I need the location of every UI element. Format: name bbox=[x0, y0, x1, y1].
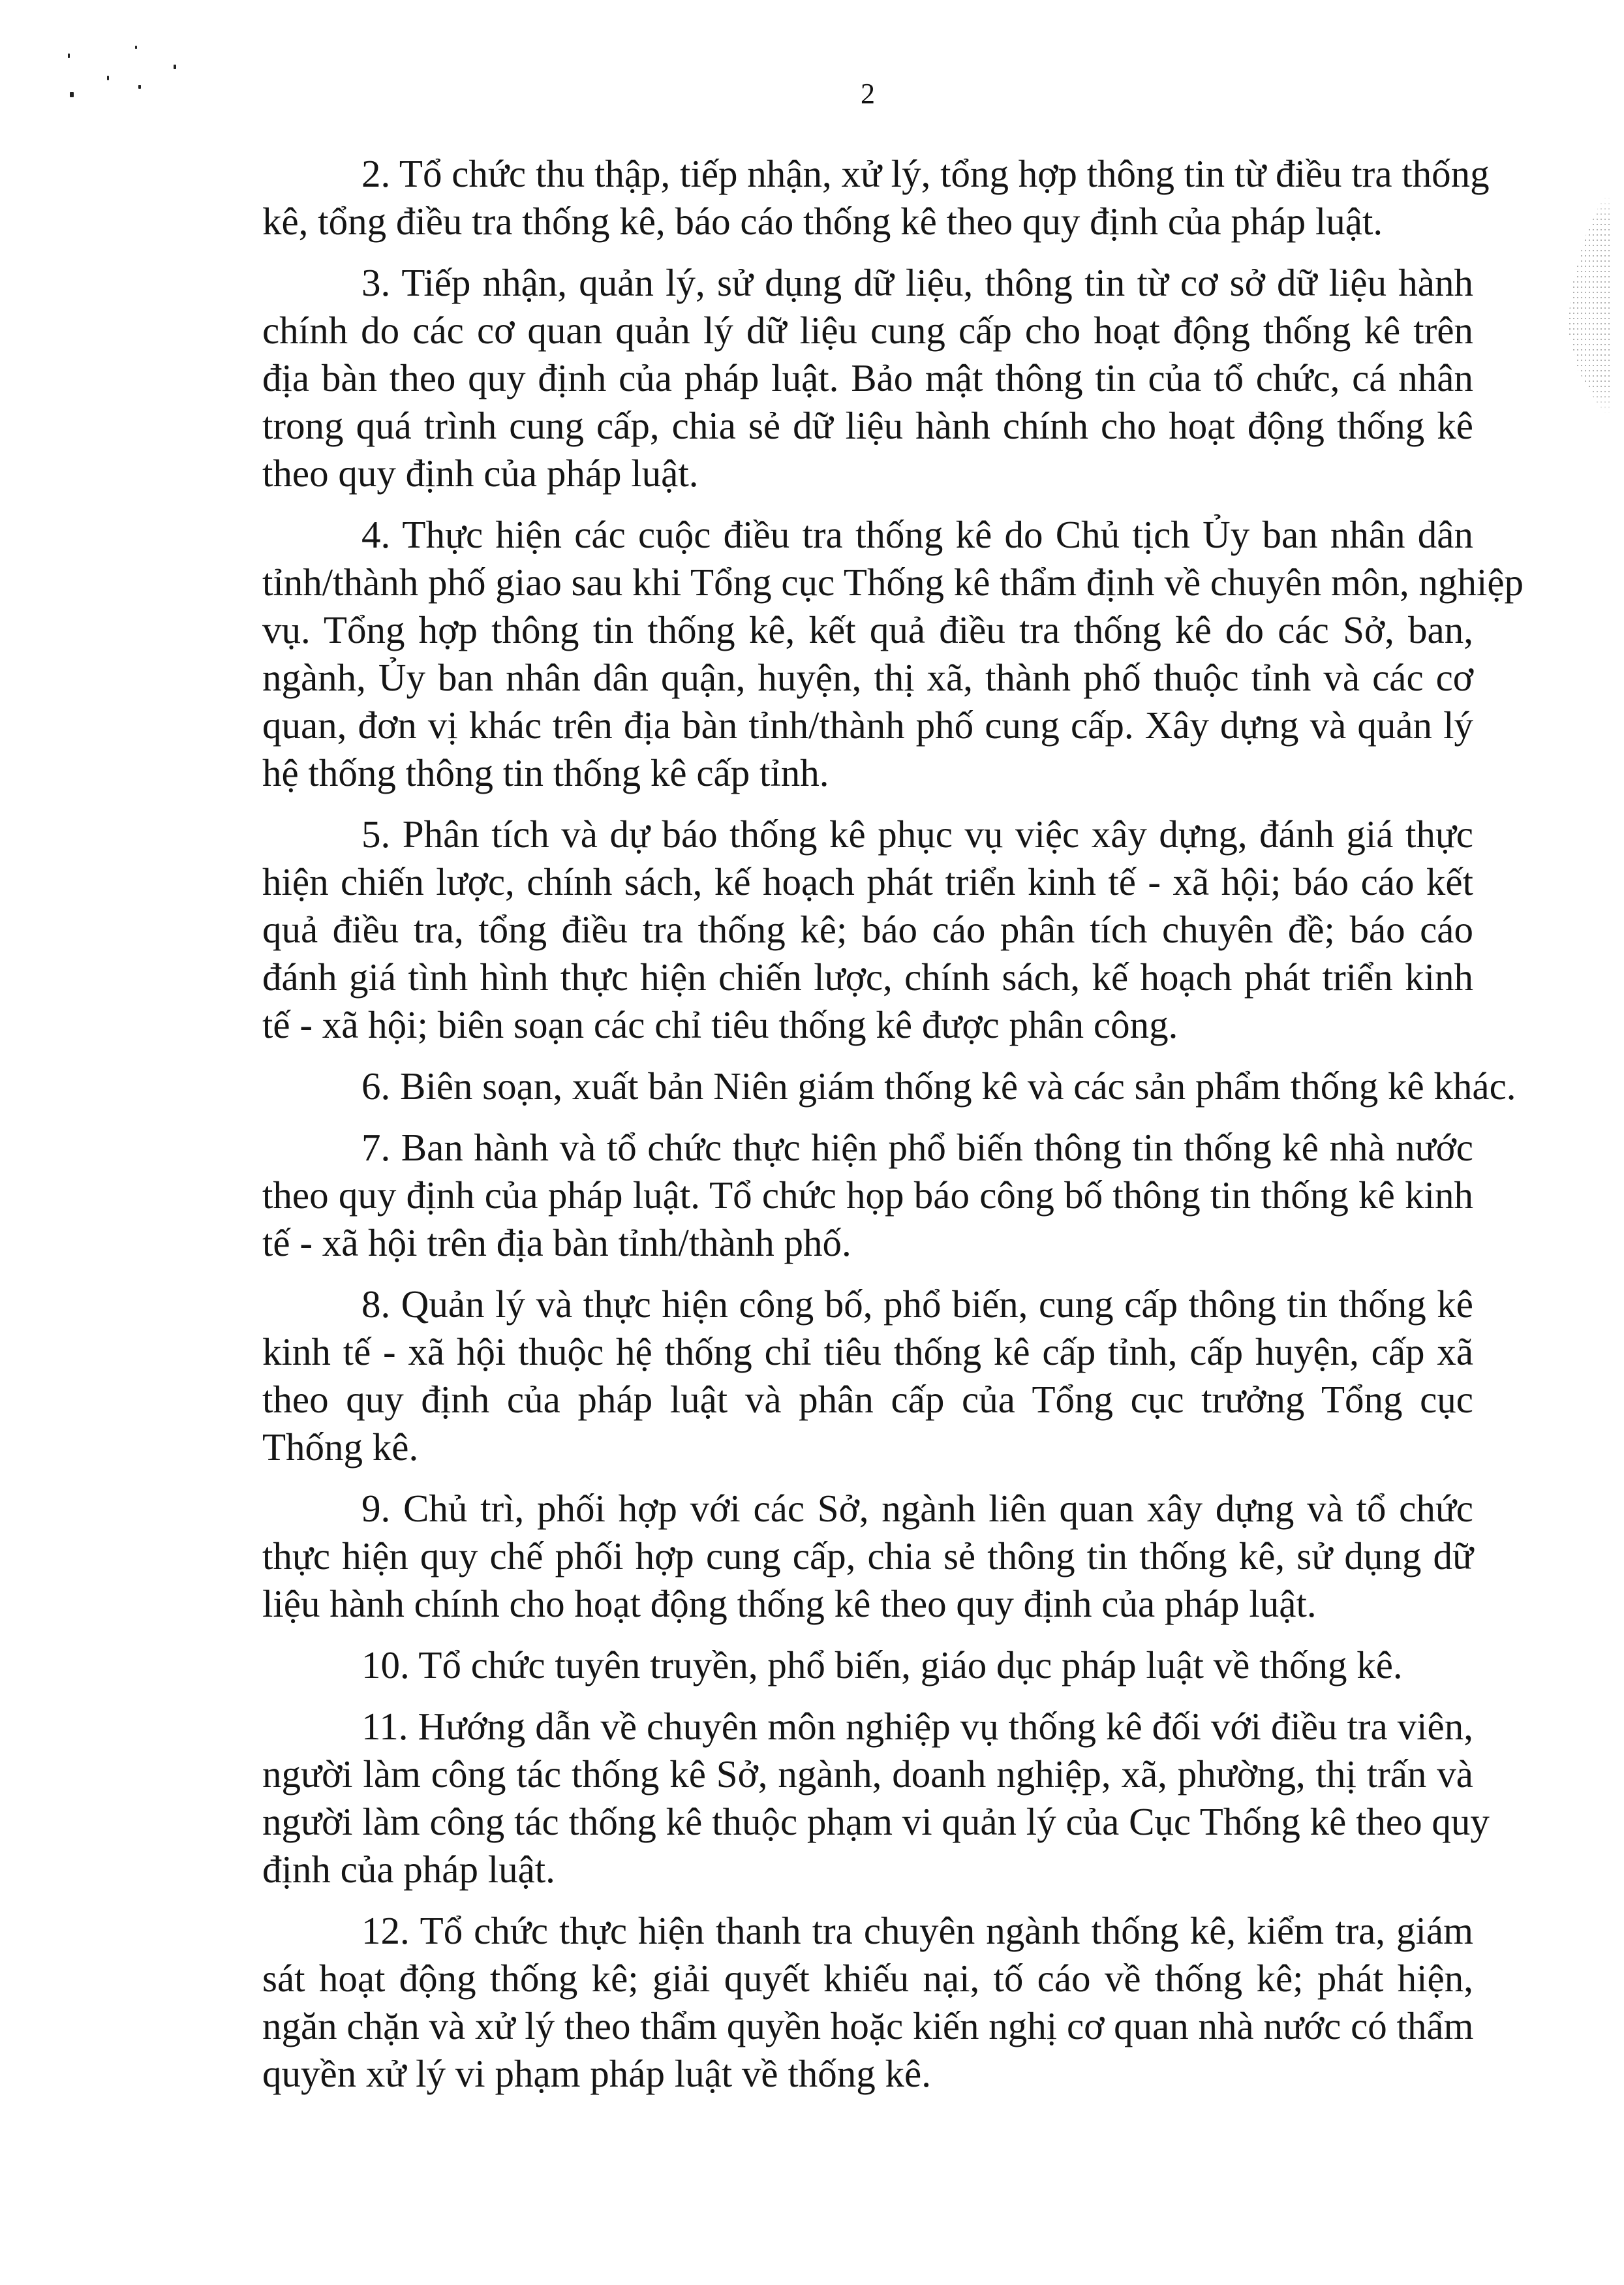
scan-speck bbox=[68, 54, 70, 58]
paragraph-line: trong quá trình cung cấp, chia sẻ dữ liệu hành chính cho hoạt động thống kê bbox=[262, 404, 1473, 447]
page-number: 2 bbox=[861, 78, 875, 110]
paragraph-line: địa bàn theo quy định của pháp luật. Bảo mật thông tin của tổ chức, cá nhân bbox=[262, 356, 1473, 399]
paragraph-line: kinh tế - xã hội thuộc hệ thống chỉ tiêu thống kê cấp tỉnh, cấp huyện, cấp xã bbox=[262, 1330, 1473, 1373]
paragraph-line: tế - xã hội; biên soạn các chỉ tiêu thống kê được phân công. bbox=[262, 1003, 1178, 1046]
paragraph-first-line: 2. Tổ chức thu thập, tiếp nhận, xử lý, tổng hợp thông tin từ điều tra thống bbox=[361, 152, 1490, 195]
paragraph-line: kê, tổng điều tra thống kê, báo cáo thống kê theo quy định của pháp luật. bbox=[262, 200, 1383, 243]
paragraph-first-line: 4. Thực hiện các cuộc điều tra thống kê do Chủ tịch Ủy ban nhân dân bbox=[361, 513, 1473, 556]
paragraph-line: liệu hành chính cho hoạt động thống kê theo quy định của pháp luật. bbox=[262, 1582, 1317, 1625]
paragraph-first-line: 7. Ban hành và tổ chức thực hiện phổ biến thông tin thống kê nhà nước bbox=[361, 1126, 1473, 1169]
scan-speck bbox=[174, 65, 176, 69]
paragraph-line: chính do các cơ quan quản lý dữ liệu cung cấp cho hoạt động thống kê trên bbox=[262, 309, 1473, 352]
paragraph-line: ngành, Ủy ban nhân dân quận, huyện, thị xã, thành phố thuộc tỉnh và các cơ bbox=[262, 656, 1473, 699]
paragraph-line: theo quy định của pháp luật. Tổ chức họp báo công bố thông tin thống kê kinh bbox=[262, 1174, 1473, 1217]
paragraph-line: ngăn chặn và xử lý theo thẩm quyền hoặc kiến nghị cơ quan nhà nước có thẩm bbox=[262, 2004, 1474, 2047]
paragraph-line: theo quy định của pháp luật và phân cấp của Tổng cục trưởng Tổng cục bbox=[262, 1378, 1473, 1421]
paragraph-line: người làm công tác thống kê thuộc phạm vi quản lý của Cục Thống kê theo quy bbox=[262, 1800, 1490, 1843]
paragraph-line: định của pháp luật. bbox=[262, 1848, 555, 1891]
paragraph-line: sát hoạt động thống kê; giải quyết khiếu nại, tố cáo về thống kê; phát hiện, bbox=[262, 1957, 1473, 2000]
paragraph-line: hiện chiến lược, chính sách, kế hoạch phát triển kinh tế - xã hội; báo cáo kết bbox=[262, 860, 1473, 903]
paragraph-first-line: 8. Quản lý và thực hiện công bố, phổ biến, cung cấp thông tin thống kê bbox=[361, 1282, 1473, 1326]
paragraph-first-line: 11. Hướng dẫn về chuyên môn nghiệp vụ thống kê đối với điều tra viên, bbox=[361, 1705, 1473, 1748]
paragraph-line: quan, đơn vị khác trên địa bàn tỉnh/thành phố cung cấp. Xây dựng và quản lý bbox=[262, 704, 1473, 747]
paragraph-line: theo quy định của pháp luật. bbox=[262, 452, 699, 495]
paragraph-line: đánh giá tình hình thực hiện chiến lược, chính sách, kế hoạch phát triển kinh bbox=[262, 956, 1473, 999]
paragraph-line: hệ thống thông tin thống kê cấp tỉnh. bbox=[262, 751, 829, 794]
paragraph-first-line: 10. Tổ chức tuyên truyền, phổ biến, giáo dục pháp luật về thống kê. bbox=[361, 1643, 1403, 1687]
paragraph-line: tỉnh/thành phố giao sau khi Tổng cục Thống kê thẩm định về chuyên môn, nghiệp bbox=[262, 561, 1524, 604]
paragraph-first-line: 9. Chủ trì, phối hợp với các Sở, ngành liên quan xây dựng và tổ chức bbox=[361, 1487, 1473, 1530]
paragraph-first-line: 12. Tổ chức thực hiện thanh tra chuyên ngành thống kê, kiểm tra, giám bbox=[361, 1909, 1473, 1952]
paragraph-first-line: 6. Biên soạn, xuất bản Niên giám thống kê và các sản phẩm thống kê khác. bbox=[361, 1065, 1516, 1108]
scan-speck bbox=[107, 76, 109, 80]
scan-speck bbox=[135, 46, 137, 49]
scan-artifact bbox=[1556, 196, 1612, 414]
paragraph-first-line: 5. Phân tích và dự báo thống kê phục vụ việc xây dựng, đánh giá thực bbox=[361, 813, 1473, 856]
paragraph-first-line: 3. Tiếp nhận, quản lý, sử dụng dữ liệu, thông tin từ cơ sở dữ liệu hành bbox=[361, 261, 1473, 304]
scan-speck bbox=[138, 85, 141, 89]
paragraph-line: người làm công tác thống kê Sở, ngành, doanh nghiệp, xã, phường, thị trấn và bbox=[262, 1752, 1473, 1795]
paragraph-line: quyền xử lý vi phạm pháp luật về thống kê. bbox=[262, 2052, 931, 2095]
paragraph-line: thực hiện quy chế phối hợp cung cấp, chia sẻ thông tin thống kê, sử dụng dữ bbox=[262, 1534, 1473, 1578]
scan-speck bbox=[70, 92, 74, 97]
paragraph-line: tế - xã hội trên địa bàn tỉnh/thành phố. bbox=[262, 1221, 851, 1264]
paragraph-line: Thống kê. bbox=[262, 1425, 419, 1469]
paragraph-line: vụ. Tổng hợp thông tin thống kê, kết quả điều tra thống kê do các Sở, ban, bbox=[262, 608, 1473, 651]
paragraph-line: quả điều tra, tổng điều tra thống kê; báo cáo phân tích chuyên đề; báo cáo bbox=[262, 908, 1473, 951]
